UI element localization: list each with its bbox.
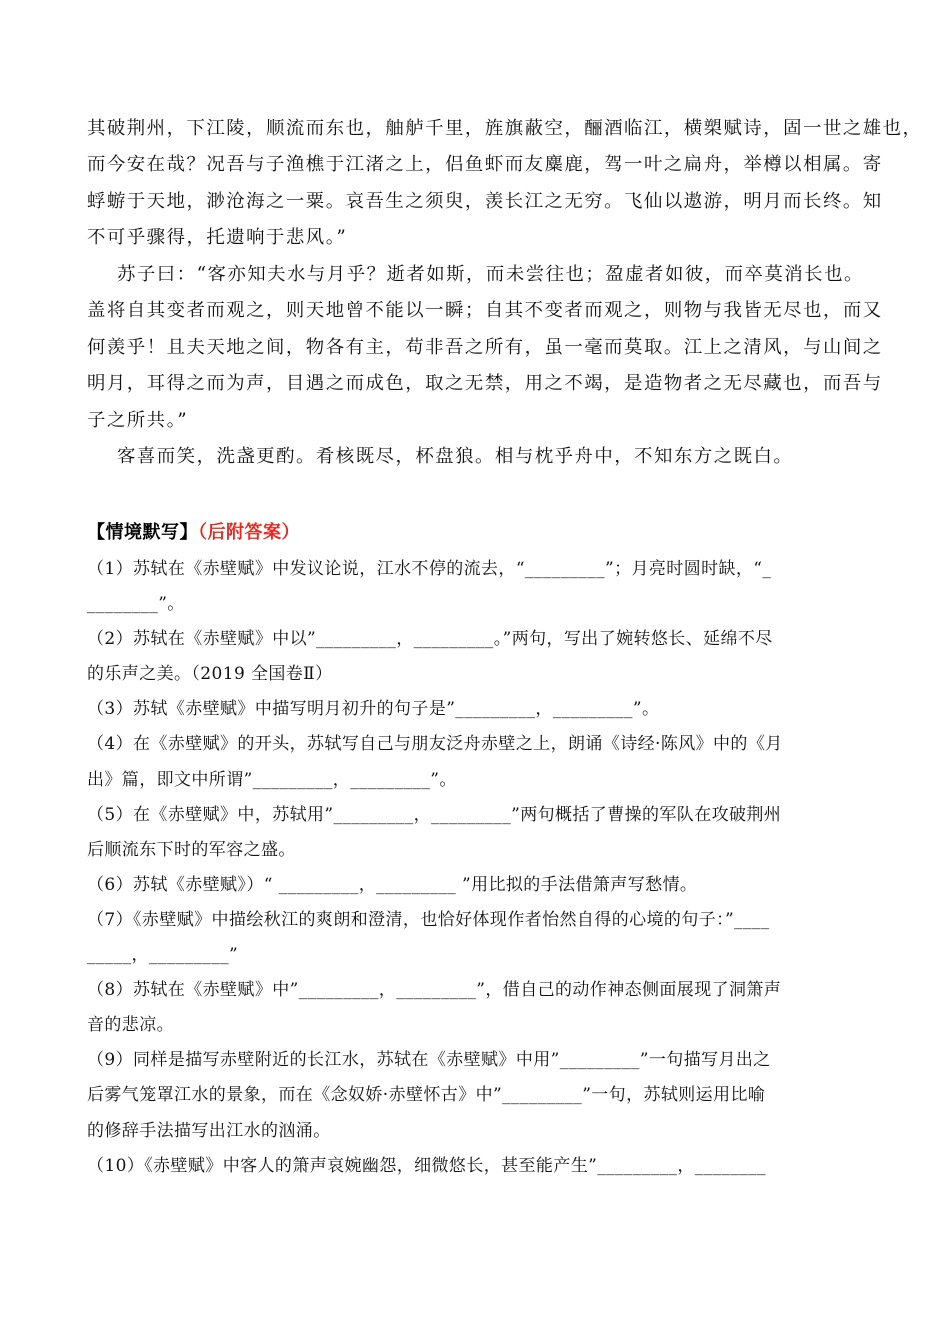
- section-title: 【情境默写】: [87, 522, 198, 543]
- question-line: 后顺流东下时的军容之盛。: [87, 839, 296, 860]
- question-line: _____，_________”: [87, 945, 239, 966]
- passage-line: 盖将自其变者而观之，则天地曾不能以一瞬；自其不变者而观之，则物与我皆无尽也，而又: [87, 300, 883, 322]
- passage-line: 而今安在哉？况吾与子渔樵于江渚之上，侣鱼虾而友麋鹿，驾一叶之扁舟，举樽以相属。寄: [87, 154, 883, 176]
- passage-line: 不可乎骤得，托遗响于悲风。”: [87, 227, 348, 249]
- passage-paragraph-2: [87, 257, 883, 439]
- question-line: 的乐声之美。（2019 全国卷Ⅱ）: [87, 664, 333, 685]
- passage-line: 子之所共。”: [87, 409, 189, 431]
- question-line: 后雾气笼罩江水的景象，而在《念奴娇·赤壁怀古》中”_________”一句，苏轼则运用比喻: [87, 1085, 766, 1106]
- passage-line: 客喜而笑，洗盏更酌。肴核既尽，杯盘狼。相与枕乎舟中，不知东方之既白。: [117, 446, 794, 467]
- question-line: 音的悲凉。: [87, 1015, 174, 1036]
- passage-paragraph-1: [87, 111, 923, 257]
- section-heading: [87, 519, 300, 547]
- passage-line: 何羡乎！且夫天地之间，物各有主，苟非吾之所有，虽一毫而莫取。江上之清风，与山间之: [87, 336, 883, 358]
- question-line: 出》篇，即文中所谓”_________，_________”。: [87, 769, 457, 790]
- question-list: [87, 552, 877, 1184]
- passage-line: 蜉蝣于天地，渺沧海之一粟。哀吾生之须臾，羡长江之无穷。飞仙以遨游，明月而长终。知: [87, 190, 883, 212]
- question-line: （8）苏轼在《赤壁赋》中”_________，_________”，借自己的动作神态侧面展现了洞箫声: [87, 980, 782, 1001]
- question-line: （10）《赤壁赋》中客人的箫声哀婉幽怨，细微悠长，甚至能产生”_________，________: [87, 1155, 766, 1176]
- answer-note: （后附答案）: [198, 522, 300, 543]
- question-line: （6）苏轼《赤壁赋》）“ _________，_________ ”用比拟的手法借箫声写愁情。: [87, 874, 698, 895]
- question-line: ________”。: [87, 594, 185, 615]
- question-line: 的修辞手法描写出江水的汹涌。: [87, 1120, 331, 1141]
- passage-paragraph-3: [87, 439, 877, 475]
- passage-line: 其破荆州，下江陵，顺流而东也，舳舻千里，旌旗蔽空，酾酒临江，横槊赋诗，固一世之雄也，: [87, 118, 923, 139]
- question-line: （1）苏轼在《赤壁赋》中发议论说，江水不停的流去，“_________”；月亮时圆时缺，“_: [87, 559, 772, 579]
- question-line: （9）同样是描写赤壁附近的长江水，苏轼在《赤壁赋》中用”_________”一句描写月出之: [87, 1050, 771, 1071]
- question-line: （3）苏轼《赤壁赋》中描写明月初升的句子是”_________，_________”。: [87, 699, 660, 720]
- passage-line: 明月，耳得之而为声，目遇之而成色，取之无禁，用之不竭，是造物者之无尽藏也，而吾与: [87, 373, 883, 395]
- question-line: （7）《赤壁赋》中描绘秋江的爽朗和澄清，也恰好体现作者怡然自得的心境的句子：”____: [87, 909, 770, 930]
- passage-line: 苏子曰：“客亦知夫水与月乎？逝者如斯，而未尝往也；盈虚者如彼，而卒莫消长也。: [117, 264, 864, 285]
- question-line: （2）苏轼在《赤壁赋》中以”_________，_________。”两句，写出了婉转悠长、延绵不尽: [87, 629, 773, 650]
- question-line: （4）在《赤壁赋》的开头，苏轼写自己与朋友泛舟赤壁之上，朗诵《诗经·陈风》中的《月: [87, 734, 783, 755]
- question-line: （5）在《赤壁赋》中，苏轼用”_________，_________”两句概括了曹操的军队在攻破荆州: [87, 804, 782, 825]
